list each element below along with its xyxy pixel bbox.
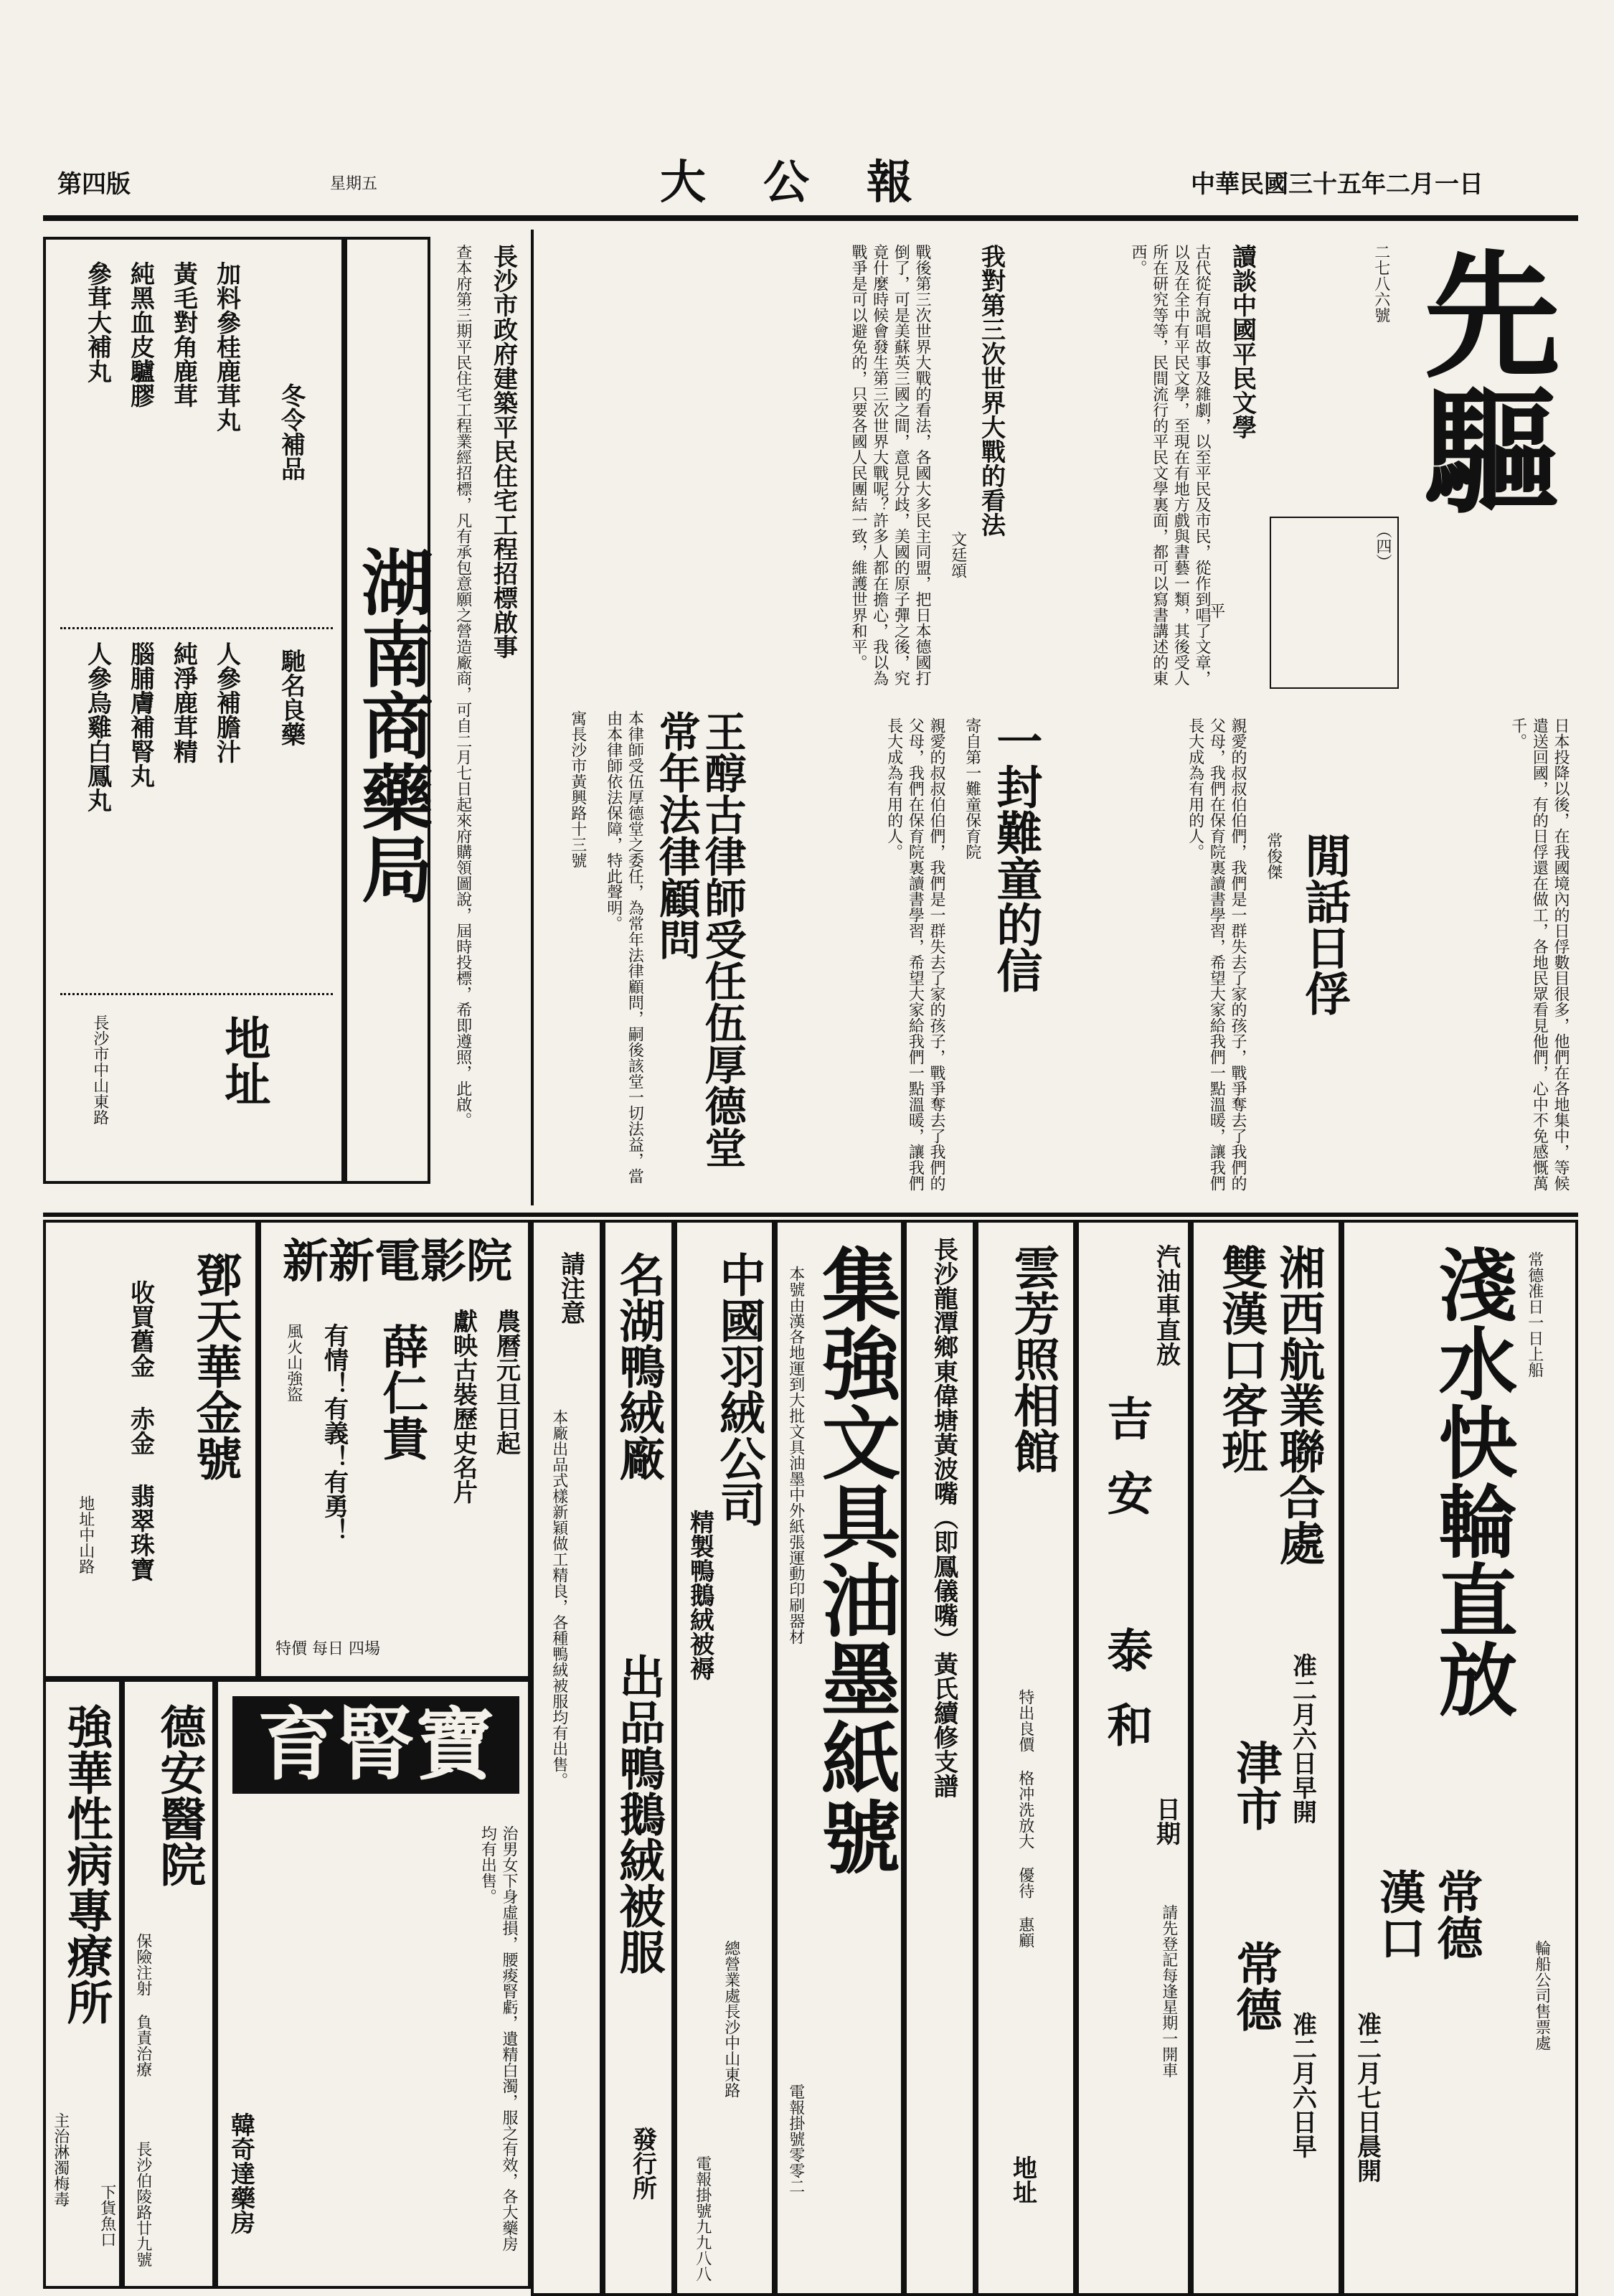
yushen-ad [215, 1679, 531, 2289]
product-2: 黃毛對角鹿茸 [169, 261, 198, 408]
jian-stops: 吉安 泰和 [1099, 1395, 1153, 1776]
pharmacy-address: 長沙市中山東路 [90, 1015, 109, 1125]
down-company-product: 精製鴨鵝絨被褥 [685, 1510, 714, 1680]
ships-date: 准二月七日晨開 [1352, 2012, 1382, 2183]
yunfang-address: 地址 [1008, 2155, 1037, 2204]
lawyer-body: 本律師受伍厚德堂之委任，為常年法律顧問，嗣後該堂一切法益，當由本律師依法保障，特此聲明。 [604, 710, 644, 1184]
down-company-name: 中國羽絨公司 [712, 1251, 766, 1527]
yunfang-ad [976, 1220, 1076, 2296]
product-list-2 [168, 261, 199, 620]
departure-1: 准二月六日早開 [1288, 1653, 1317, 1824]
longtan-title: 長沙龍潭鄉東偉塘黃波嘴（即鳳儀嘴）黃氏續修支譜 [929, 1237, 958, 1798]
notice-title: 長沙市政府建築平民住宅工程招標啟事 [489, 244, 518, 659]
page-number: 第四版 [57, 170, 131, 199]
xianhua-body-2: 親愛的叔叔伯伯們，我們是一群失去了家的孩子，戰爭奪去了我們的父母，我們在保育院裏讀書學習，希望大家給我們一點溫暖，讓我們長大成為有用的人。 [1186, 718, 1247, 1191]
film-title: 薛仁貴 [374, 1323, 429, 1461]
xianhua-article [1047, 703, 1578, 1205]
letter-body: 親愛的叔叔伯伯們，我們是一群失去了家的孩子，戰爭奪去了我們的父母，我們在保育院裏讀書學習，希望大家給我們一點溫暖，讓我們長大成為有用的人。 [884, 718, 945, 1191]
yushen-body: 治男女下身虛損，腰痠腎虧，遺精白濁，服之有效，各大藥房均有出售。 [478, 1825, 518, 2252]
ships-from: 常德 [1429, 1868, 1483, 1960]
yunfang-name: 雲芳照相館 [1006, 1244, 1060, 1474]
xianhua-title: 閒話日俘 [1297, 832, 1351, 1016]
down-company-ad [674, 1220, 775, 2296]
product-3: 純黑血皮驢膠 [126, 261, 155, 408]
masthead-rule [43, 215, 1578, 221]
pharmacy-name: 湖南商藥局 [344, 237, 430, 1184]
jiqiang-ad [775, 1220, 904, 2296]
xianhua-author: 常俊傑 [1264, 832, 1283, 880]
attention-ad [531, 1220, 603, 2296]
ww3-body: 戰後第三次世界大戰的看法，各國大多民主同盟，把日本德國打倒了，可是美蘇英三國之間，意見分歧，美國的原子彈之後，究竟什麼時候會發生第三次世界大戰呢？許多人都在擔心，我以為戰爭是可以避免的，只要各國人民團結一致，維護世界和平。 [849, 244, 931, 686]
xiangxi-ad [1191, 1220, 1341, 2296]
product-list-4 [82, 261, 113, 620]
jian-note: 請先登記每逢星期一開車 [1159, 1904, 1178, 2078]
cinema-header: 農曆元旦日起 [491, 1309, 521, 1455]
jiqiang-body: 本號由漢各地運到大批文具油墨中外紙張運動印刷器材 [786, 1266, 805, 1645]
address-label: 地址 [217, 1015, 271, 1106]
article-author: 平 [1207, 603, 1225, 618]
minghu-name: 名湖鴨絨廠 [611, 1251, 666, 1481]
product-4: 參茸大補丸 [82, 261, 112, 383]
changsha-notice [438, 237, 531, 1184]
jian-ad [1076, 1220, 1191, 2296]
article-body: 古代從有說唱故事及雜劇，以至平民及市民，從作到唱了文章，以及在全中有平民文學，至現在有地方戲與書藝一類，其後受人所在研究等等，民間流行的平民文學裏面，都可以寫書講述的東西。 [1128, 244, 1211, 686]
date: 中華民國三十五年二月一日 [1191, 170, 1483, 199]
deng-address: 地址中山路 [76, 1495, 95, 1574]
hunan-pharmacy-ad [43, 237, 344, 1184]
cinema-ad [258, 1220, 531, 1679]
ships-agent: 輪船公司售票處 [1532, 1940, 1551, 2051]
yunfang-services: 特出良價 格冲洗放大 優待 惠顧 [1016, 1689, 1034, 1948]
notice-body: 查本府第三期平民住宅工程業經招標，凡有承包意願之營造廠商，可自二月七日起來府購領圖說，屆時投標，希即遵照，此啟。 [453, 244, 472, 1128]
down-company-phone: 電報掛號九九八八 [693, 2155, 712, 2282]
cinema-feature: 風火山強盜 [284, 1323, 303, 1402]
dean-ad [122, 1679, 215, 2289]
section-rule [43, 1213, 1578, 1217]
dean-name: 德安醫院 [152, 1703, 207, 1887]
article-title: 讀談中國平民文學 [1227, 244, 1257, 439]
article-ww3 [545, 230, 1019, 696]
famous-product-2: 純淨鹿茸精 [169, 641, 198, 763]
boat-line-2: 雙漢口客班 [1214, 1244, 1268, 1474]
longtan-ad [904, 1220, 976, 2296]
jiqiang-name: 集強文具油墨紙號 [808, 1244, 902, 1876]
ww3-title: 我對第三次世界大戰的看法 [976, 244, 1006, 537]
article-pingmin [1019, 230, 1263, 696]
divider [60, 627, 333, 629]
yushen-seller: 韓奇達藥房 [226, 2112, 255, 2234]
deng-name: 鄧天華金號 [188, 1251, 242, 1481]
lawyer-title: 王醇古律師受任伍厚德堂常年法律顧問 [651, 710, 747, 1168]
ships-ad [1341, 1220, 1578, 2296]
letter-subtitle: 寄自第一難童保育院 [963, 718, 981, 860]
ww3-author: 文廷頌 [948, 531, 967, 578]
jian-date: 日期 [1151, 1797, 1181, 1845]
product-list-3 [125, 261, 156, 620]
ships-note: 常德准日一日上船 [1525, 1251, 1544, 1378]
qianghua-ad [43, 1679, 122, 2289]
famous-product-1: 人參補膽汁 [212, 641, 241, 763]
destination-2: 常德 [1228, 1940, 1283, 2032]
minghu-label: 發行所 [628, 2127, 657, 2200]
jiqiang-phone: 電報掛號零零二 [786, 2084, 805, 2194]
jian-title: 汽油車直放 [1151, 1244, 1181, 1366]
famous-title: 馳名良藥 [276, 649, 306, 746]
film-tagline: 有情！有義！有勇！ [319, 1323, 349, 1543]
famous-product-4: 人參烏雞白鳳丸 [82, 641, 112, 812]
yushen-title: 育腎寶 [232, 1696, 519, 1794]
minghu-ad [603, 1220, 674, 2296]
letter-article [717, 703, 1047, 1205]
lawyer-address: 寓長沙市黃興路十三號 [568, 710, 587, 868]
qianghua-note: 主治淋濁梅毒 [51, 2112, 70, 2207]
pharmacy-bulletin-title: 冬令補品 [276, 383, 306, 481]
departure-2: 准二月六日早 [1288, 2012, 1317, 2158]
deng-services: 收買舊金 赤金 翡翠珠寶 [126, 1280, 155, 1581]
qianghua-address: 下貨魚口 [98, 2184, 116, 2247]
attention-title: 請注意 [556, 1251, 585, 1325]
cinema-subtitle: 獻映古裝歷史名片 [448, 1309, 478, 1504]
destination-1: 津市 [1228, 1739, 1283, 1831]
minghu-product: 出品鴨鵝絨被服 [611, 1653, 666, 1975]
famous-product-3: 腦脯膚補腎丸 [126, 641, 155, 788]
weekday: 星期五 [330, 175, 378, 193]
product-list-1 [211, 261, 242, 620]
dean-address: 長沙伯陵路廿九號 [133, 2141, 152, 2267]
xianhua-body-1: 日本投降以後，在我國境內的日俘數目很多，他們在各地集中，等候遣送回國，有的日俘還在做工，各地民眾看見他們，心中不免感慨萬千。 [1509, 718, 1570, 1191]
deng-ad [43, 1220, 258, 1679]
xianqu-title: 先驅 [1402, 244, 1562, 517]
paper-name: 大公報 [660, 156, 970, 210]
masthead [43, 156, 1578, 210]
cinema-name: 新新電影院 [283, 1235, 512, 1289]
letter-title: 一封難童的信 [988, 718, 1043, 993]
product-1: 加料參桂鹿茸丸 [212, 261, 241, 432]
boat-line-1: 湘西航業聯合處 [1271, 1244, 1326, 1566]
qianghua-name: 強華性病專療所 [59, 1703, 113, 2025]
down-company-office: 總營業處長沙中山東路 [722, 1940, 740, 2098]
xianqu-note: （四） [1270, 517, 1399, 689]
dean-services: 保險注射 負責治療 [133, 1933, 152, 2077]
xianqu-block [1263, 230, 1578, 696]
attention-body: 本廠出品式樣新穎做工精良，各種鴨絨被服均有出售。 [549, 1409, 568, 1788]
ships-route-title: 淺水快輪直放 [1425, 1244, 1519, 1718]
cinema-showtimes: 特價 每日 四場 [275, 1640, 380, 1658]
lawyer-notice [531, 703, 747, 1205]
ships-to: 漢口 [1372, 1868, 1426, 1960]
issue-number: 二七八六號 [1372, 244, 1390, 323]
divider-2 [60, 993, 333, 995]
